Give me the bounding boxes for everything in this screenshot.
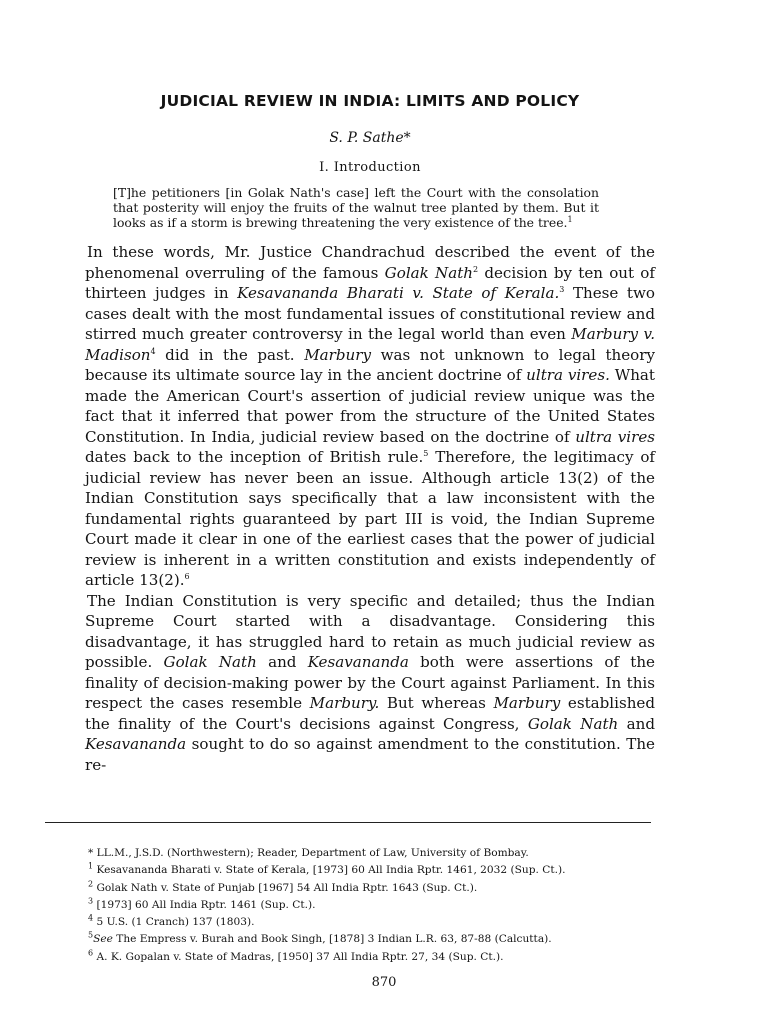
footnote-divider	[45, 822, 651, 823]
footnote-item	[88, 880, 658, 897]
footnote-mark: 2	[88, 879, 94, 889]
p2-text: and	[256, 653, 308, 671]
footnote-mark: 4	[88, 913, 94, 923]
footnote-text: LL.M., J.S.D. (Northwestern); Reader, Department of Law, University of Bombay.	[96, 847, 529, 859]
footnote-text: The Empress v. Burah and Book Singh, [1878] 3 Indian L.R. 63, 87-88 (Calcutta).	[112, 933, 552, 946]
p2-case-kesavananda: Kesavananda	[85, 735, 187, 753]
p1-text: In these words, Mr. Justice Chandrachud described the event of the phenomenal overruling of the famous	[85, 243, 655, 282]
p2-text: sought to do so against amendment to the constitution. The re-	[85, 735, 655, 774]
epigraph-footnote-ref: 1	[567, 214, 573, 224]
p1-text: Therefore, the legitimacy of judicial review has never been an issue. Although article 13(2) of the Indian Constitution says specifically that a law inconsistent with the fundamental rights guaranteed by part III is void, the Indian Supreme Court made it clear in one of the earliest cases that the power of judicial review is inherent in a written constitution and exists independently of article 13(2).	[85, 448, 655, 589]
p1-text: was not unknown to legal theory because its ultimate source lay in the ancient doctrine of	[85, 345, 655, 384]
footnotes	[88, 845, 658, 966]
body-paragraph-1	[85, 242, 655, 591]
page-number: 870	[371, 975, 397, 990]
article-title: JUDICIAL REVIEW IN INDIA: LIMITS AND POLICY	[160, 92, 580, 110]
p2-text: established the finality of the Court's decisions against Congress,	[85, 694, 656, 733]
footnote-item	[88, 897, 658, 914]
body-paragraph-2	[85, 591, 655, 776]
p1-footnote-ref-2: 2	[473, 264, 479, 274]
footnote-mark: 3	[88, 896, 94, 906]
author-footnote-mark: *	[403, 130, 411, 146]
p2-case-marbury: Marbury	[493, 694, 561, 712]
p1-term-ultra-vires: ultra vires.	[526, 366, 610, 384]
p1-term-ultra-vires: ultra vires	[575, 427, 656, 446]
p2-case-marbury: Marbury.	[309, 694, 380, 712]
footnote-item	[88, 949, 658, 966]
p1-case-golak-nath: Golak Nath	[384, 263, 474, 282]
section-name: Introduction	[333, 160, 421, 175]
footnote-item	[88, 914, 658, 931]
footnote-signal: See	[93, 933, 113, 946]
p1-footnote-ref-4: 4	[150, 346, 156, 356]
footnote-text: Kesavananda Bharati v. State of Kerala, [1973] 60 All India Rptr. 1461, 2032 (Sup. Ct.).	[96, 864, 566, 877]
p1-text: decision by ten out of thirteen judges in	[85, 263, 655, 302]
p2-case-golak-nath: Golak Nath	[163, 653, 257, 671]
p1-case-marbury: Marbury	[304, 345, 371, 364]
article-page	[85, 92, 655, 775]
p1-footnote-ref-6: 6	[184, 571, 190, 581]
footnote-text: 5 U.S. (1 Cranch) 137 (1803).	[96, 916, 255, 929]
author-line	[85, 130, 655, 146]
p1-text: did in the past.	[155, 345, 305, 364]
footnote-text: [1973] 60 All India Rptr. 1461 (Sup. Ct.).	[96, 898, 316, 911]
footnote-item	[88, 845, 658, 862]
p2-text: But whereas	[379, 694, 494, 712]
section-number: I.	[319, 160, 330, 175]
p1-text: dates back to the inception of British rule.	[85, 448, 424, 466]
p2-case-kesavananda: Kesavananda	[307, 653, 409, 671]
footnote-item	[88, 862, 658, 879]
p2-text: The Indian Constitution is very specific and detailed; thus the Indian Supreme Court started with a disadvantage. Considering this disadvantage, it has struggled hard to retain as much judicial review as possible.	[85, 591, 655, 671]
section-heading	[85, 160, 655, 175]
p1-footnote-ref-5: 5	[423, 448, 429, 458]
p1-text: What made the American Court's assertion of judicial review unique was the fact that it inferred that power from the structure of the United States Constitution. In India, judicial review based on the doctrine of	[85, 366, 655, 446]
footnote-mark: 6	[88, 948, 94, 958]
footnote-mark: 1	[88, 861, 94, 871]
author-name: S. P. Sathe	[329, 130, 404, 146]
p2-text: and	[618, 714, 655, 733]
p1-footnote-ref-3: 3	[559, 284, 565, 294]
footnote-item	[88, 931, 658, 948]
p2-text: both were assertions of the finality of decision-making power by the Court against Parliament. In this respect the cases resemble	[85, 653, 655, 712]
p1-case-kesavananda: Kesavananda Bharati v. State of Kerala.	[237, 284, 560, 302]
footnote-text: A. K. Gopalan v. State of Madras, [1950] 37 All India Rptr. 27, 34 (Sup. Ct.).	[96, 950, 504, 963]
p1-text: These two cases dealt with the most fundamental issues of constitutional review and stirred much greater controversy in the legal world than even	[85, 284, 655, 343]
epigraph-text: [T]he petitioners [in Golak Nath's case] left the Court with the consolation that posterity will enjoy the fruits of the walnut tree planted by them. But it looks as if a storm is brewing threatening the very existence of the tree.	[113, 185, 599, 230]
p2-case-golak-nath: Golak Nath	[527, 714, 619, 733]
footnote-mark: 5	[88, 930, 94, 940]
p1-case-marbury-madison: Marbury v. Madison	[85, 325, 655, 364]
footnote-mark: *	[88, 847, 94, 859]
epigraph-quote	[113, 185, 599, 230]
footnote-text: Golak Nath v. State of Punjab [1967] 54 All India Rptr. 1643 (Sup. Ct.).	[96, 881, 478, 894]
